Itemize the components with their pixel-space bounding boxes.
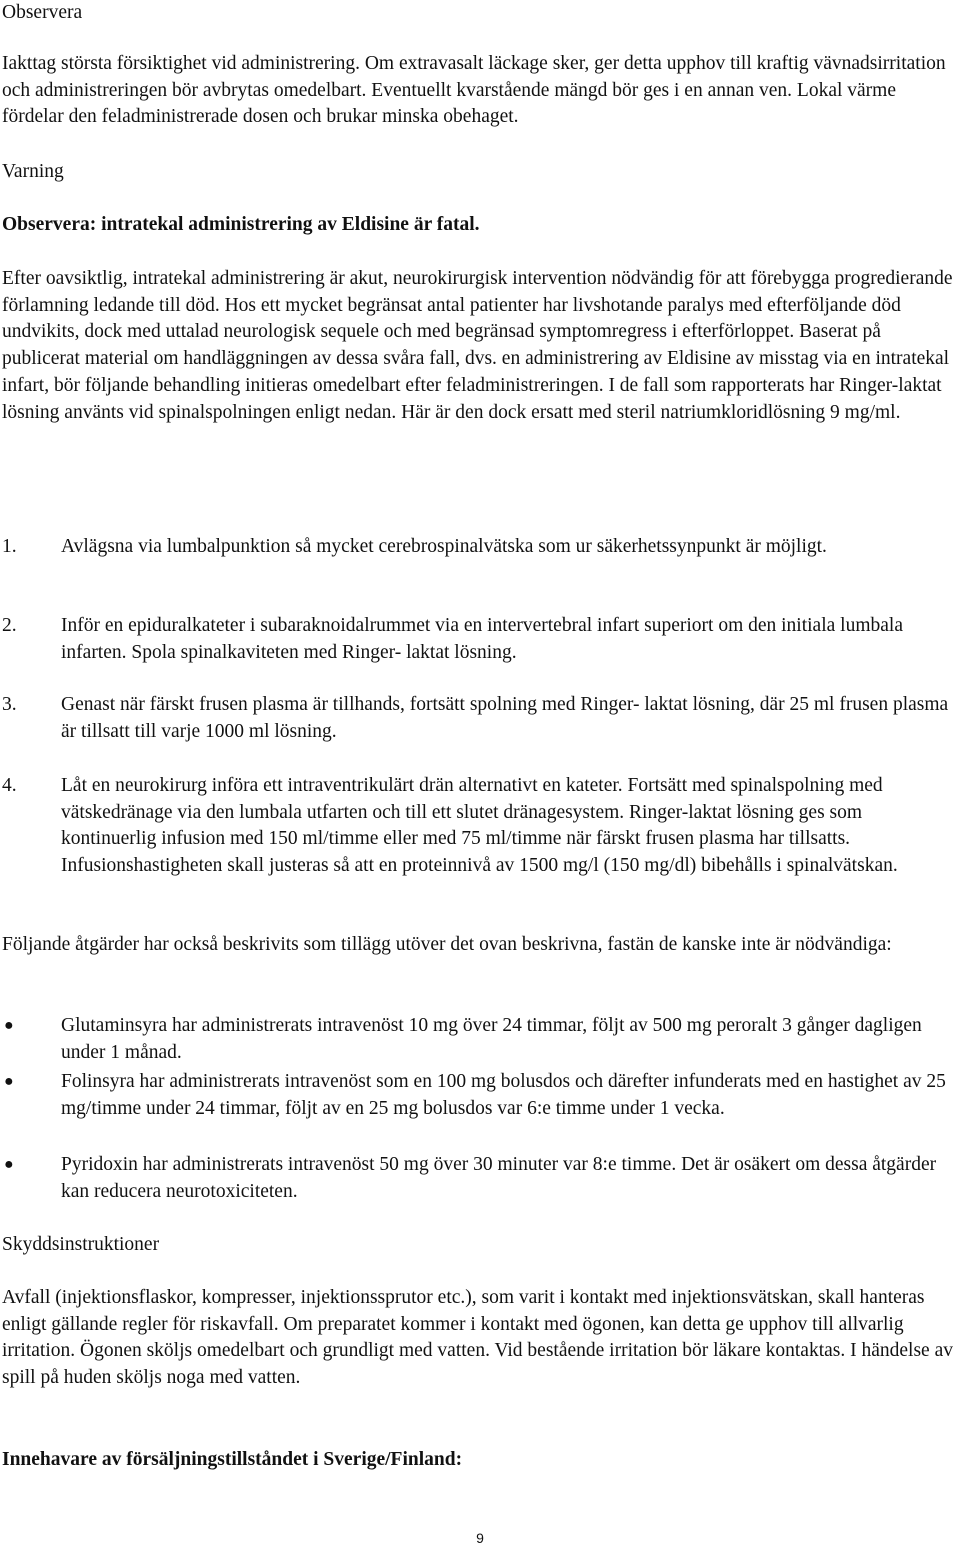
bullet-text: Glutaminsyra har administrerats intravenöst 10 mg över 24 timmar, följt av 500 mg peroralt 3 gånger dagligen under 1 månad.	[61, 1015, 922, 1063]
section-heading-innehavare: Innehavare av försäljningstillståndet i Sverige/Finland:	[2, 1449, 463, 1470]
paragraph-administration: Iakttag största försiktighet vid administrering. Om extravasalt läckage sker, ger detta upphov till kraftig vävnadsirritation och administreringen bör avbrytas omedelbart. Eventuellt kvarstående mängd bör ges i en annan ven. Lokal värme fördelar den feladministrerade dosen och brukar minska obehaget.	[2, 53, 946, 128]
page-number: 9	[476, 1530, 484, 1546]
bullet-icon: ●	[4, 1073, 14, 1090]
step-number: 4.	[2, 775, 17, 796]
paragraph-intratekal: Efter oavsiktlig, intratekal administrering är akut, neurokirurgisk intervention nödvändig för att förebygga progredierande förlamning ledande till död. Hos ett mycket begränsat antal patienter har livshotande paralys med efterföljande död undvikits, dock med uttalad neurologisk sequele och med begränsad symptomregress i efterförloppet. Baserat på publicerat material om handläggningen av dessa svåra fall, dvs. en administrering av Eldisine av misstag via en intratekal infart, bör följande behandling initieras omedelbart efter feladministreringen. I de fall som rapporterats har Ringer-laktat lösning använts vid spinalspolningen enligt nedan. Här är den dock ersatt med steril natriumkloridlösning 9 mg/ml.	[2, 268, 953, 423]
warning-statement: Observera: intratekal administrering av Eldisine är fatal.	[2, 214, 480, 235]
section-heading-observera: Observera	[2, 2, 83, 23]
bullet-text: Pyridoxin har administrerats intravenöst 50 mg över 30 minuter var 8:e timme. Det är osäkert om dessa åtgärder kan reducera neurotoxiciteten.	[61, 1154, 937, 1202]
step-text: Genast när färskt frusen plasma är tillhands, fortsätt spolning med Ringer- laktat lösning, där 25 ml frusen plasma är tillsatt till varje 1000 ml lösning.	[61, 694, 949, 742]
bullet-icon: ●	[4, 1017, 14, 1034]
step-number: 1.	[2, 536, 17, 557]
step-text: Låt en neurokirurg införa ett intraventrikulärt drän alternativt en kateter. Fortsätt med spinalspolning med vätskedränage via den lumbala utfarten och till ett slutet dränagesystem. Ringer-laktat lösning ges som kontinuerlig infusion med 150 ml/timme eller med 75 ml/timme när färskt frusen plasma har tillsatts. Infusionshastigheten skall justeras så att en proteinnivå av 1500 mg/l (150 mg/dl) bibehålls i spinalvätskan.	[61, 775, 898, 877]
bullet-text: Folinsyra har administrerats intravenöst som en 100 mg bolusdos och därefter infunderats med en hastighet av 25 mg/timme under 24 timmar, följt av en 25 mg bolusdos var 6:e timme under 1 vecka.	[61, 1071, 946, 1119]
paragraph-skyddsinstruktioner: Avfall (injektionsflaskor, kompresser, injektionssprutor etc.), som varit i kontakt med injektionsvätskan, skall hanteras enligt gällande regler för riskavfall. Om preparatet kommer i kontakt med ögonen, kan detta ge upphov till allvarlig irritation. Ögonen sköljs omedelbart och grundligt med vatten. Vid bestående irritation bör läkare kontaktas. I händelse av spill på huden sköljs noga med vatten.	[2, 1287, 953, 1389]
section-heading-varning: Varning	[2, 161, 64, 182]
step-text: Inför en epiduralkateter i subaraknoidalrummet via en intervertebral infart superiort om den initiala lumbala infarten. Spola spinalkaviteten med Ringer- laktat lösning.	[61, 615, 903, 663]
step-number: 2.	[2, 615, 17, 636]
bullet-icon: ●	[4, 1156, 14, 1173]
step-number: 3.	[2, 694, 17, 715]
step-text: Avlägsna via lumbalpunktion så mycket cerebrospinalvätska som ur säkerhetssynpunkt är möjligt.	[61, 536, 827, 557]
paragraph-following-measures: Följande åtgärder har också beskrivits som tillägg utöver det ovan beskrivna, fastän de kanske inte är nödvändiga:	[2, 934, 892, 955]
section-heading-skyddsinstruktioner: Skyddsinstruktioner	[2, 1234, 160, 1255]
